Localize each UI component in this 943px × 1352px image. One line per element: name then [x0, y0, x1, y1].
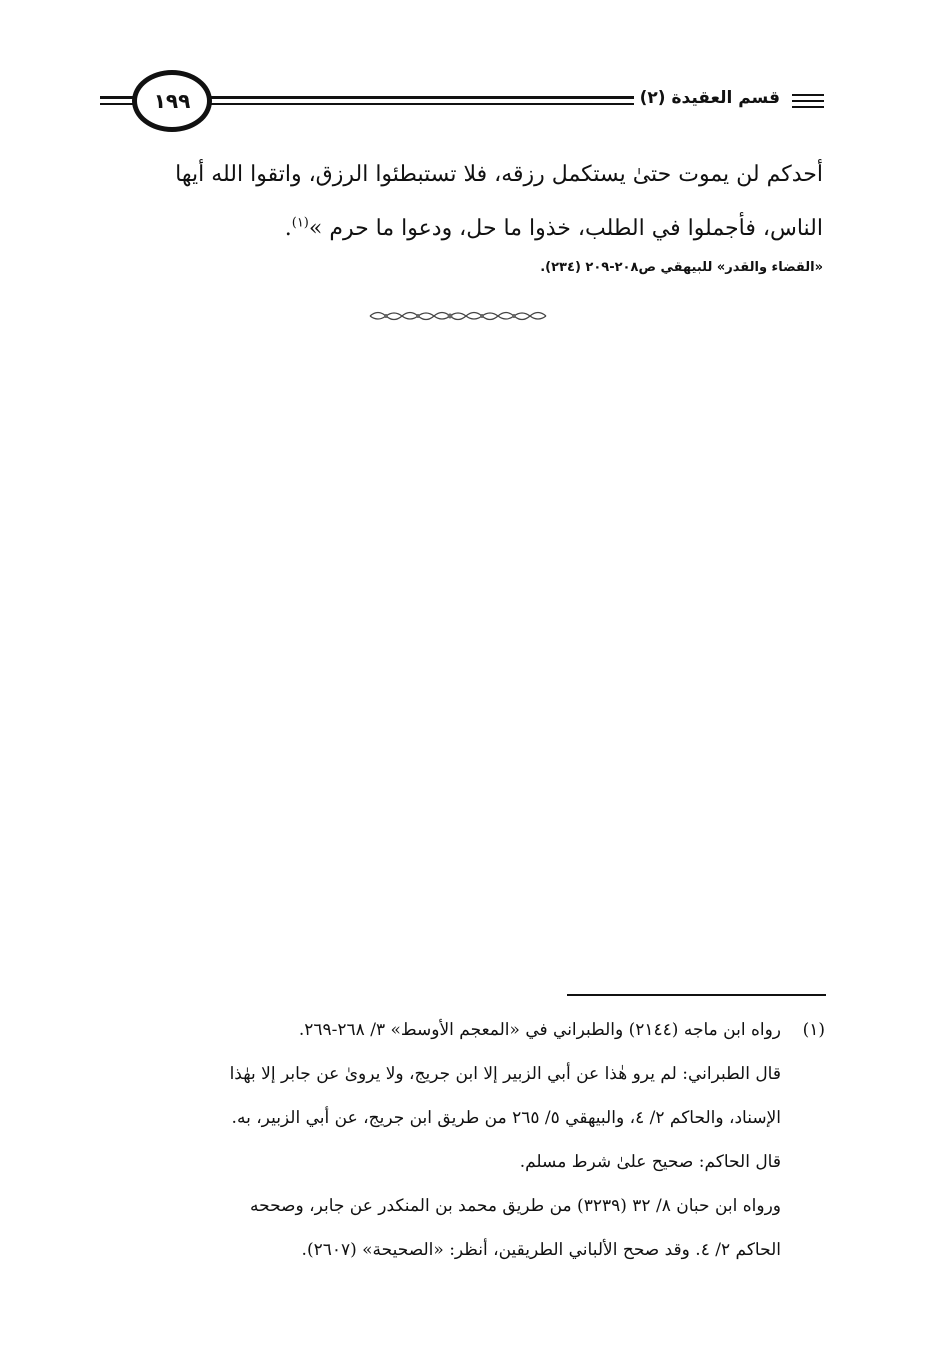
footnote-1-line-3: الإسناد، والحاكم ٢/ ٤، والبيهقي ٥/ ٢٦٥ من طريق ابن جريج، عن أبي الزبير، به. [231, 1108, 781, 1128]
footnote-1-line-5: ورواه ابن حبان ٨/ ٣٢ (٣٢٣٩) من طريق محمد بن المنكدر عن جابر، وصححه [250, 1196, 781, 1216]
header-rule-left-top [100, 96, 134, 99]
footnote-reference: (١) [291, 215, 309, 231]
main-text-line-1: أحدكم لن يموت حتىٰ يستكمل رزقه، فلا تستبطئوا الرزق، واتقوا الله أيها [175, 162, 823, 187]
footnote-1-line-1-text: رواه ابن ماجه (٢١٤٤) والطبراني في «المعجم الأوسط» ٣/ ٢٦٨-٢٦٩. [298, 1020, 781, 1040]
page-header [100, 70, 824, 134]
footnote-1-line-1 [108, 1008, 825, 1052]
footnote-1-line-4: قال الحاكم: صحيح علىٰ شرط مسلم. [519, 1152, 781, 1172]
header-rule-right-top [210, 96, 648, 99]
main-text-line-2 [104, 202, 823, 256]
footnote-1-line-6: الحاكم ٢/ ٤. وقد صحح الألباني الطريقين، أنظر: «الصحيحة» (٢٦٠٧). [301, 1240, 781, 1260]
main-text [104, 148, 823, 256]
running-title: قسم العقيدة (٢) [634, 88, 786, 108]
footnote-marker: (١) [802, 1020, 825, 1040]
title-dash-top [792, 94, 824, 96]
main-text-line-2-end: . [284, 216, 292, 241]
header-rule-left-bottom [100, 103, 134, 105]
title-dash-middle [792, 100, 824, 102]
section-ornament [360, 306, 560, 326]
main-text-line-2-body: الناس، فأجملوا في الطلب، خذوا ما حل، ودعوا ما حرم » [308, 216, 823, 241]
page-number-oval [132, 70, 212, 132]
footnote-1-line-2: قال الطبراني: لم يرو هٰذا عن أبي الزبير إلا ابن جريج، ولا يروىٰ عن جابر إلا بهٰذا [229, 1064, 781, 1084]
title-dash-bottom [792, 106, 824, 108]
page-number: ١٩٩ [153, 89, 191, 113]
footnotes [108, 1008, 825, 1272]
header-rule-right-bottom [210, 103, 648, 105]
source-citation: «القضاء والقدر» للبيهقي ص٢٠٨-٢٠٩ (٢٣٤). [540, 260, 823, 275]
footnote-separator [567, 994, 826, 996]
